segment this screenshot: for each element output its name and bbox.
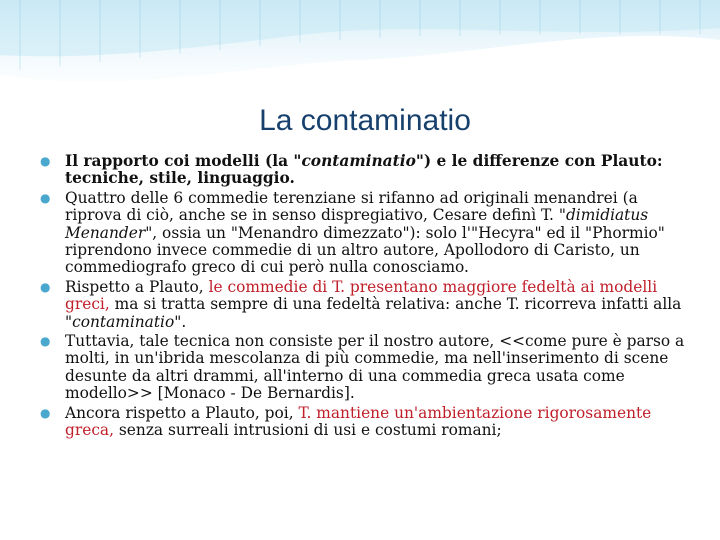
bullet-text: ") e le differenze con Plauto: tecniche, stile, linguaggio. (65, 152, 663, 188)
bullet-icon: ● (40, 334, 51, 349)
bullet-text: Ancora rispetto a Plauto, poi, (65, 403, 299, 422)
bullet-item (35, 333, 690, 403)
bullet-item (35, 153, 690, 188)
bullet-item (35, 190, 690, 277)
bullet-text: senza surreali intrusioni di usi e costumi romani; (114, 421, 502, 440)
bullet-text-emphasis: le commedie di T. presentano maggiore fedeltà ai modelli greci, (65, 277, 658, 314)
bullet-text: Il rapporto coi modelli (la " (65, 152, 302, 170)
bullet-text: ". (174, 312, 187, 331)
bullet-text: Rispetto a Plauto, (65, 277, 209, 296)
bullet-text-italic: contaminatio (301, 152, 416, 170)
bullet-icon: ● (40, 190, 51, 205)
bullet-text-italic: contaminatio (72, 312, 175, 331)
bullet-text: Tuttavia, tale tecnica non consiste per il nostro autore, <<come pure è parso a molti, in un'ibrida mescolanza di più commedie, ma nell'inserimento di scene desunte da altri drammi, all'interno di una commedia greca usata come modello>> [Monaco - De Bernardis]. (65, 332, 685, 403)
bullet-text-emphasis: T. mantiene un'ambientazione rigorosamente greca, (65, 403, 652, 440)
slide-title: La contaminatio (259, 104, 471, 137)
bullet-text: ma si tratta sempre di una fedeltà relativa: anche T. ricorreva infatti alla " (65, 295, 682, 331)
bullet-list (35, 153, 690, 442)
header-decoration (0, 0, 720, 120)
bullet-icon: ● (40, 279, 51, 294)
bullet-icon: ● (40, 405, 51, 420)
bullet-item (35, 405, 690, 440)
bullet-icon: ● (40, 154, 51, 168)
bullet-text: Quattro delle 6 commedie terenziane si rifanno ad originali menandrei (a riprova di ciò, anche se in senso dispregiativo, Cesare definì T. " (65, 188, 638, 225)
bullet-text: ", ossia un "Menandro dimezzato"): solo l'"Hecyra" ed il "Phormio" riprendono invece commedie di un altro autore, Apollodoro di Caristo, un commediografo greco di cui però nulla conosciamo. (65, 223, 665, 277)
bullet-item (35, 279, 690, 331)
bullet-text-italic: dimidiatus Menander (65, 206, 649, 242)
